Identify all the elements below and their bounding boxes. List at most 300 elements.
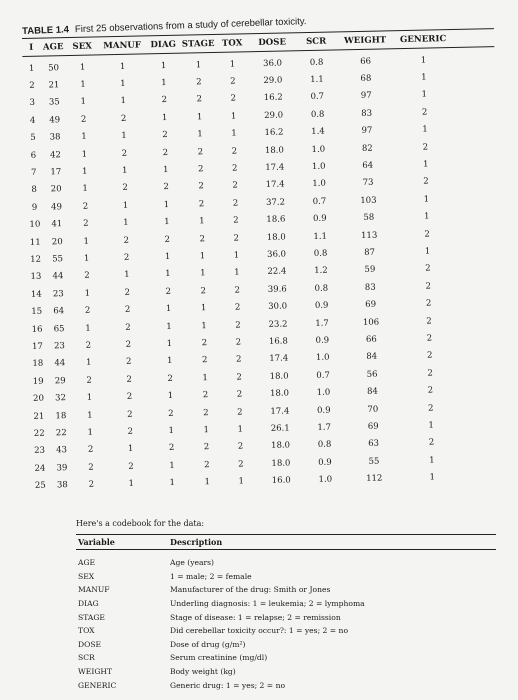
table-cell: 1.0 xyxy=(311,144,326,155)
table-cell: 0.8 xyxy=(309,57,324,68)
table-cell: 1 xyxy=(84,288,91,299)
column-header: MANUF xyxy=(103,40,142,52)
table-cell: 1 xyxy=(424,246,431,257)
table-cell: 49 xyxy=(51,202,63,213)
table-cell: 2 xyxy=(204,459,210,470)
codebook-description: Did cerebellar toxicity occur?: 1 = yes; 2 = no xyxy=(170,626,349,636)
table-cell: 1 xyxy=(202,372,208,384)
table-cell: 1 xyxy=(420,55,427,66)
table-cell: 17.4 xyxy=(270,405,290,417)
codebook-description: Age (years) xyxy=(170,558,215,568)
table-cell: 18.0 xyxy=(266,232,286,243)
table-cell: 17.4 xyxy=(265,162,285,173)
table-cell: 2 xyxy=(203,407,209,418)
table-cell: 68 xyxy=(360,73,372,84)
table-cell: 1 xyxy=(166,338,173,349)
column-header: GENERIC xyxy=(399,34,447,46)
table-cell: 3 xyxy=(29,98,36,109)
table-cell: 12 xyxy=(30,254,42,265)
table-cell: 17.4 xyxy=(269,353,289,365)
table-cell: 2 xyxy=(84,271,90,282)
table-cell: 1 xyxy=(168,425,175,436)
table-cell: 1 xyxy=(203,425,210,436)
table-cell: 18.0 xyxy=(271,458,291,469)
table-cell: 2 xyxy=(236,389,243,400)
table-cell: 70 xyxy=(367,404,379,415)
table-cell: 112 xyxy=(366,473,383,484)
table-cell: 8 xyxy=(31,185,37,196)
table-cell: 1 xyxy=(161,78,167,89)
table-cell: 0.7 xyxy=(316,370,331,381)
table-cell: 59 xyxy=(364,265,376,276)
table-cell: 69 xyxy=(367,421,379,432)
table-cell: 36.0 xyxy=(267,249,287,260)
table-cell: 0.8 xyxy=(317,439,332,451)
table-cell: 2 xyxy=(121,148,128,159)
table-cell: 20 xyxy=(50,184,62,195)
column-header: DIAG xyxy=(150,39,177,51)
codebook-row xyxy=(76,556,496,570)
table-cell: 38 xyxy=(49,132,61,143)
table-cell: 2 xyxy=(197,164,204,175)
table-cell: 2 xyxy=(162,130,168,141)
table-cell: 2 xyxy=(428,402,434,414)
table-cell: 2 xyxy=(163,182,169,193)
table-cell: 1 xyxy=(85,357,92,369)
codebook-variable: GENERIC xyxy=(78,680,117,690)
codebook-variable: MANUF xyxy=(78,585,110,595)
table-cell: 2 xyxy=(203,442,210,453)
codebook-row xyxy=(76,583,496,597)
table-cell: 16.2 xyxy=(264,127,284,139)
table-cell: 30.0 xyxy=(268,301,288,313)
codebook-variable: SEX xyxy=(78,571,95,581)
column-header: WEIGHT xyxy=(343,35,387,47)
table-cell: 1 xyxy=(120,96,127,107)
table-cell: 1.7 xyxy=(317,422,332,433)
column-header: STAGE xyxy=(181,38,215,50)
table-cell: 97 xyxy=(361,125,373,137)
table-cell: 66 xyxy=(360,56,372,67)
table-cell: 17 xyxy=(50,167,62,178)
table-cell: 2 xyxy=(162,147,169,158)
table-cell: 2 xyxy=(201,338,208,349)
table-cell: 2 xyxy=(231,163,238,174)
table-cell: 106 xyxy=(362,317,380,328)
codebook-variable: AGE xyxy=(78,558,96,568)
table-cell: 83 xyxy=(361,108,373,119)
table-cell: 1 xyxy=(237,424,244,435)
codebook-body xyxy=(76,550,496,692)
table-cell: 2 xyxy=(200,285,207,297)
table-cell: 2 xyxy=(127,409,133,420)
table-cell: 1 xyxy=(79,62,86,73)
table-cell: 2 xyxy=(196,94,203,105)
table-cell: 1 xyxy=(197,129,203,140)
table-cell: 1 xyxy=(231,128,237,139)
codebook-row xyxy=(76,638,496,652)
table-cell: 2 xyxy=(84,305,91,316)
table-cell: 1 xyxy=(160,60,167,71)
table-body xyxy=(22,47,503,495)
table-cell: 1 xyxy=(166,356,173,367)
column-header: SEX xyxy=(72,41,93,52)
table-cell: 2 xyxy=(125,339,132,350)
table-cell: 7 xyxy=(31,167,37,178)
table-cell: 63 xyxy=(368,438,380,450)
table-cell: 2 xyxy=(123,252,130,263)
table-cell: 22.4 xyxy=(267,266,287,278)
table-cell: 1 xyxy=(421,72,427,83)
table-cell: 16.2 xyxy=(263,93,283,104)
table-cell: 2 xyxy=(428,437,435,448)
table-cell: 1.1 xyxy=(310,74,324,86)
table-cell: 1 xyxy=(169,477,176,489)
table-cell: 1 xyxy=(428,420,435,431)
table-cell: 1 xyxy=(164,217,170,228)
table-cell: 1.0 xyxy=(312,179,326,190)
table-cell: 66 xyxy=(365,334,377,345)
table-cell: 18.0 xyxy=(269,371,289,382)
codebook-description: Generic drug: 1 = yes; 2 = no xyxy=(170,680,286,690)
table-cell: 38 xyxy=(56,480,68,491)
table-cell: 84 xyxy=(366,386,378,397)
table-cell: 17.4 xyxy=(265,179,285,191)
table-cell: 2 xyxy=(126,374,132,385)
table-cell: 1.0 xyxy=(315,352,330,364)
table-cell: 2 xyxy=(199,233,206,244)
table-cell: 1 xyxy=(82,184,88,195)
table-cell: 18.0 xyxy=(271,440,291,452)
table-cell: 2 xyxy=(128,461,134,472)
column-header: AGE xyxy=(42,42,64,53)
table-cell: 1 xyxy=(87,410,93,421)
table-cell: 2 xyxy=(421,107,428,118)
codebook-row xyxy=(76,624,496,638)
codebook-variable: DOSE xyxy=(78,639,102,649)
table-cell: 20 xyxy=(33,393,45,404)
table-cell: 1 xyxy=(166,321,172,332)
table-cell: 0.9 xyxy=(316,405,331,416)
table-cell: 2 xyxy=(232,180,238,192)
table-cell: 1 xyxy=(422,159,429,170)
table-cell: 1 xyxy=(421,90,428,101)
table-cell: 1.7 xyxy=(315,318,329,329)
table-cell: 2 xyxy=(126,391,133,402)
table-cell: 1 xyxy=(119,61,126,72)
table-cell: 44 xyxy=(54,358,66,369)
table-cell: 29 xyxy=(54,375,66,387)
table-cell: 1 xyxy=(230,111,237,122)
table-cell: 2 xyxy=(237,441,244,452)
table-cell: 2 xyxy=(125,322,131,333)
table-cell: 1 xyxy=(161,112,168,123)
codebook-row xyxy=(76,665,496,679)
table-cell: 18.0 xyxy=(269,388,290,399)
table-cell: 2 xyxy=(164,234,171,245)
table-cell: 1 xyxy=(429,455,435,466)
table-cell: 87 xyxy=(364,247,376,258)
table-cell: 64 xyxy=(362,160,374,171)
table-cell: 64 xyxy=(53,306,65,317)
table-cell: 1 xyxy=(85,323,91,334)
table-cell: 24 xyxy=(34,463,46,474)
table-cell: 2 xyxy=(201,355,208,366)
table-cell: 2 xyxy=(80,114,87,125)
table-cell: 1 xyxy=(164,251,171,263)
codebook-row xyxy=(76,570,496,584)
column-header: TOX xyxy=(221,38,243,49)
table-cell: 1 xyxy=(80,97,87,108)
table-cell: 4 xyxy=(29,115,36,126)
table-cell: 21 xyxy=(48,80,60,91)
table-cell: 20 xyxy=(51,236,63,248)
table-cell: 0.7 xyxy=(310,92,325,103)
table-cell: 1.0 xyxy=(318,474,333,485)
table-cell: 1 xyxy=(199,216,205,227)
table-cell: 44 xyxy=(52,271,64,282)
table-cell: 0.7 xyxy=(312,196,327,207)
codebook-variable: SCR xyxy=(78,653,95,663)
table-cell: 2 xyxy=(124,287,131,298)
table-cell: 2 xyxy=(196,77,202,88)
table-cell: 1 xyxy=(83,236,90,247)
table-cell: 1 xyxy=(233,250,240,261)
table-cell: 37.2 xyxy=(265,197,286,208)
table-cell: 1 xyxy=(121,165,128,176)
table-cell: 2 xyxy=(122,183,128,194)
table-cell: 2 xyxy=(230,76,236,87)
table-cell: 1 xyxy=(201,320,207,331)
table-cell: 1 xyxy=(122,200,129,211)
table-cell: 1 xyxy=(167,391,174,402)
table-cell: 1.2 xyxy=(314,266,328,277)
table-cell: 50 xyxy=(48,62,60,74)
table-cell: 2 xyxy=(236,372,242,383)
codebook-description: Manufacturer of the drug: Smith or Jones xyxy=(170,585,331,595)
table-cell: 2 xyxy=(124,304,131,316)
table-cell: 2 xyxy=(168,408,174,419)
table-cell: 2 xyxy=(427,385,434,396)
column-header: DOSE xyxy=(258,37,287,49)
table-cell: 11 xyxy=(29,237,41,248)
table-cell: 35 xyxy=(48,97,60,108)
table-cell: 2 xyxy=(233,233,240,244)
table-cell: 2 xyxy=(425,263,431,274)
table-cell: 2 xyxy=(29,80,35,91)
table-cell: 2 xyxy=(83,218,89,229)
table-cell: 1 xyxy=(199,251,206,262)
table-cell: 2 xyxy=(426,350,433,361)
table-cell: 15 xyxy=(31,306,43,318)
codebook-variable: TOX xyxy=(78,626,95,636)
table-cell: 1 xyxy=(124,270,130,281)
codebook-variable: WEIGHT xyxy=(78,667,113,677)
table-cell: 2 xyxy=(167,373,173,384)
table-cell: 1 xyxy=(165,269,171,280)
table-cell: 1 xyxy=(238,476,245,487)
table-cell: 1 xyxy=(163,199,170,210)
table-cell: 1 xyxy=(423,194,430,205)
table-cell: 83 xyxy=(364,282,376,293)
table-cell: 2 xyxy=(165,286,172,297)
table-cell: 18.0 xyxy=(264,145,284,156)
codebook-description: Dose of drug (g/m²) xyxy=(170,639,246,649)
observations-table xyxy=(22,28,503,495)
table-cell: 29.0 xyxy=(263,75,283,87)
codebook-variable: DIAG xyxy=(78,599,99,609)
table-cell: 2 xyxy=(202,390,209,401)
table-cell: 1.1 xyxy=(313,231,328,242)
column-header: I xyxy=(29,42,34,53)
table-cell: 1 xyxy=(86,392,93,403)
table-cell: 1 xyxy=(200,268,206,279)
codebook-row xyxy=(76,597,496,611)
codebook-header-variable: Variable xyxy=(78,537,115,547)
table-cell: 1 xyxy=(80,79,86,90)
codebook-row xyxy=(76,651,496,665)
table-cell: 17 xyxy=(31,341,43,352)
table-cell: 18 xyxy=(55,410,67,421)
table-cell: 1 xyxy=(229,59,236,70)
table-cell: 2 xyxy=(197,146,204,157)
table-cell: 2 xyxy=(235,337,242,348)
table-cell: 84 xyxy=(366,351,378,363)
table-cell: 1.0 xyxy=(316,387,331,399)
table-cell: 1 xyxy=(234,267,240,278)
table-cell: 2 xyxy=(86,375,92,386)
table-cell: 1 xyxy=(169,460,175,471)
table-cell: 2 xyxy=(123,235,130,246)
table-cell: 2 xyxy=(168,443,175,454)
table-cell: 16.8 xyxy=(268,336,288,347)
codebook-description: Underling diagnosis: 1 = leukemia; 2 = lymphoma xyxy=(170,599,365,609)
table-cell: 49 xyxy=(49,115,61,126)
table-cell: 2 xyxy=(424,229,431,240)
table-cell: 0.8 xyxy=(310,109,325,120)
table-cell: 2 xyxy=(85,340,92,351)
table-cell: 2 xyxy=(125,357,132,368)
table-cell: 2 xyxy=(231,146,238,157)
table-cell: 23.2 xyxy=(268,319,288,330)
table-cell: 1.4 xyxy=(311,126,325,138)
table-cell: 1 xyxy=(204,477,211,488)
table-cell: 13 xyxy=(30,272,42,283)
table-cell: 2 xyxy=(426,316,432,327)
table-cell: 16.0 xyxy=(271,475,291,486)
table-cell: 14 xyxy=(30,289,42,300)
table-cell: 113 xyxy=(360,230,378,241)
table-cell: 18.6 xyxy=(266,214,286,226)
table-cell: 1 xyxy=(195,59,202,71)
table-cell: 0.9 xyxy=(312,213,327,225)
table-cell: 19 xyxy=(32,376,44,387)
table-cell: 22 xyxy=(55,428,67,439)
table-title: First 25 observations from a study of cerebellar toxicity. xyxy=(74,16,307,36)
table-cell: 2 xyxy=(425,298,432,309)
table-cell: 1.0 xyxy=(311,161,326,172)
table-cell: 1 xyxy=(165,304,172,315)
table-cell: 1 xyxy=(200,303,207,314)
table-cell: 2 xyxy=(235,354,242,365)
table-cell: 73 xyxy=(362,178,374,189)
table-cell: 0.9 xyxy=(315,335,330,346)
codebook-description: Serum creatinine (mg/dl) xyxy=(170,653,268,663)
codebook-description: Stage of disease: 1 = relapse; 2 = remission xyxy=(170,612,341,622)
table-cell: 16 xyxy=(31,324,43,335)
table-cell: 55 xyxy=(368,456,380,467)
table-cell: 1 xyxy=(424,211,430,222)
table-cell: 39.6 xyxy=(267,284,287,295)
table-cell: 2 xyxy=(234,285,241,296)
table-cell: 18 xyxy=(32,358,44,370)
table-cell: 2 xyxy=(232,198,239,209)
codebook-header-description: Description xyxy=(170,537,223,547)
codebook-title: Here's a codebook for the data: xyxy=(76,519,205,528)
table-cell: 1 xyxy=(162,164,169,176)
table-cell: 29.0 xyxy=(264,110,284,121)
table-cell: 1 xyxy=(28,63,35,74)
column-header: SCR xyxy=(305,36,327,48)
table-cell: 1 xyxy=(196,112,203,123)
codebook-header xyxy=(76,534,496,550)
table-cell: 32 xyxy=(55,393,67,404)
table-cell: 1 xyxy=(120,78,126,90)
table-cell: 2 xyxy=(120,113,127,124)
table-cell: 2 xyxy=(82,201,89,212)
table-cell: 2 xyxy=(423,176,429,188)
codebook-description: 1 = male; 2 = female xyxy=(170,571,252,581)
table-cell: 2 xyxy=(88,479,95,490)
table-cell: 1 xyxy=(127,444,134,455)
table-cell: 2 xyxy=(234,302,241,313)
table-cell: 2 xyxy=(422,142,429,153)
table-cell: 1 xyxy=(128,478,135,489)
table-cell: 6 xyxy=(30,150,37,161)
table-cell: 65 xyxy=(53,323,65,334)
table-cell: 23 xyxy=(34,445,46,457)
table-number: TABLE 1.4 xyxy=(22,24,70,37)
table-cell: 0.8 xyxy=(313,248,328,259)
table-cell: 1 xyxy=(81,149,88,160)
table-cell: 22 xyxy=(33,428,45,439)
table-cell: 1 xyxy=(87,427,94,438)
table-cell: 25 xyxy=(34,480,46,491)
codebook-description: Body weight (kg) xyxy=(170,667,236,677)
table-cell: 2 xyxy=(198,199,205,210)
table-cell: 21 xyxy=(33,411,45,422)
codebook-variable: STAGE xyxy=(78,612,105,622)
table-cell: 36.0 xyxy=(263,58,283,69)
table-cell: 2 xyxy=(230,94,237,105)
table-cell: 23 xyxy=(53,341,65,352)
table-cell: 1 xyxy=(123,218,129,229)
table-cell: 23 xyxy=(52,288,64,300)
table-cell: 1 xyxy=(429,472,436,483)
table-cell: 2 xyxy=(161,95,168,106)
table-cell: 43 xyxy=(56,445,68,456)
table-cell: 42 xyxy=(49,149,61,161)
table-cell: 69 xyxy=(365,299,377,311)
table-cell: 2 xyxy=(87,444,94,455)
table-cell: 1 xyxy=(81,131,87,143)
table-cell: 2 xyxy=(237,406,243,418)
codebook-row xyxy=(76,678,496,692)
table-cell: 82 xyxy=(361,143,373,154)
table-cell: 41 xyxy=(51,219,63,230)
table-cell: 0.9 xyxy=(318,457,332,468)
table-cell: 10 xyxy=(29,219,41,231)
